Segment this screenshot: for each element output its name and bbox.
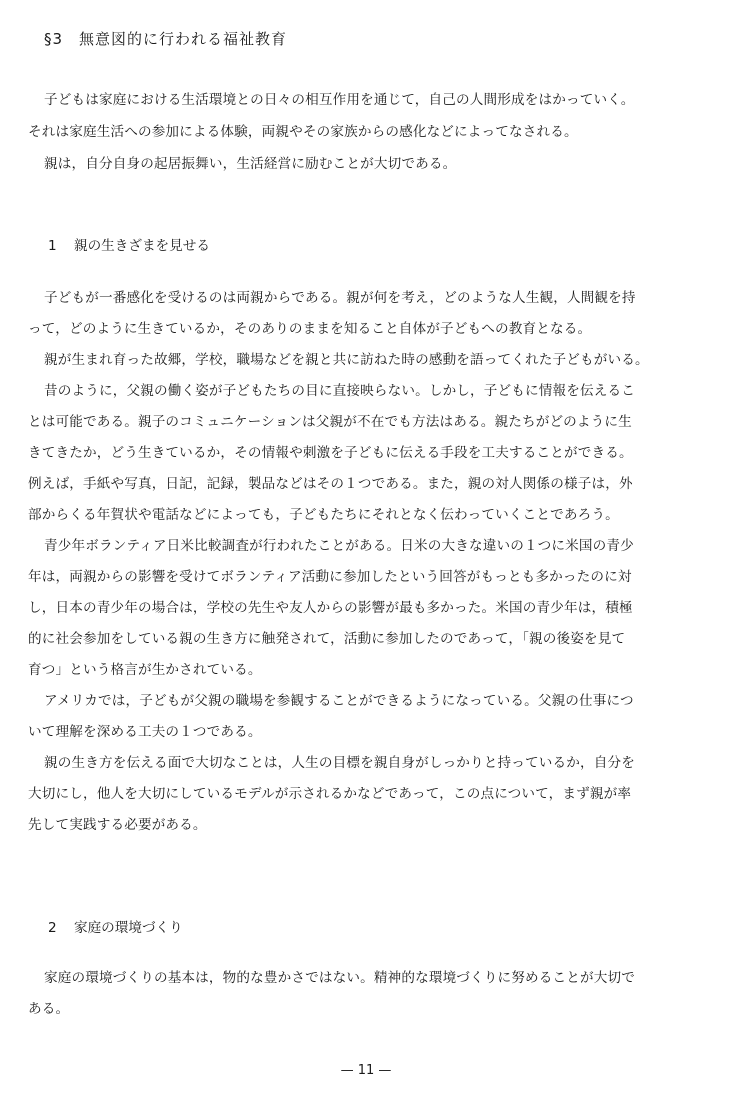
intro-line: 子どもは家庭における生活環境との日々の相互作用を通じて，自己の人間形成をはかっていく。 <box>44 92 635 108</box>
body-line: きてきたか，どう生きているか，その情報や刺激を子どもに伝える手段を工夫することができる。 <box>28 445 633 461</box>
subsection-number: 2 <box>48 920 57 936</box>
subsection-heading <box>48 236 210 256</box>
body-line: 昔のように，父親の働く姿が子どもたちの目に直接映らない。しかし，子どもに情報を伝えるこ <box>44 383 635 399</box>
body-line: いて理解を深める工夫の１つである。 <box>28 724 262 740</box>
body-line: 先して実践する必要がある。 <box>28 817 207 833</box>
body-line: 親の生き方を伝える面で大切なことは，人生の目標を親自身がしっかりと持っているか，自分を <box>44 755 635 771</box>
body-line: 的に社会参加をしている親の生き方に触発されて，活動に参加したのであって，「親の後姿を見て <box>28 631 626 647</box>
intro-line: それは家庭生活への参加による体験，両親やその家族からの感化などによってなされる。 <box>28 124 578 140</box>
body-line: し，日本の青少年の場合は，学校の先生や友人からの影響が最も多かった。米国の青少年は，積極 <box>28 600 633 616</box>
body-line: 青少年ボランティア日米比較調査が行われたことがある。日米の大きな違いの１つに米国の青少 <box>44 538 634 554</box>
subsection-number: 1 <box>48 238 57 254</box>
section-title-text: 無意図的に行われる福祉教育 <box>79 30 288 48</box>
body-line: 大切にし，他人を大切にしているモデルが示されるかなどであって，この点について，まず親が率 <box>28 786 632 802</box>
page-number: — 11 — <box>340 1063 392 1078</box>
body-line: とは可能である。親子のコミュニケーションは父親が不在でも方法はある。親たちがどのように生 <box>28 414 632 430</box>
section-number: §3 <box>44 30 64 48</box>
body-line: 例えば，手紙や写真，日記，記録，製品などはその１つである。また，親の対人関係の様子は，外 <box>28 476 633 492</box>
body-line: 子どもが一番感化を受けるのは両親からである。親が何を考え，どのような人生観，人間観を持 <box>44 290 636 306</box>
intro-line: 親は，自分自身の起居振舞い，生活経営に励むことが大切である。 <box>44 156 457 172</box>
body-line: 家庭の環境づくりの基本は，物的な豊かさではない。精神的な環境づくりに努めることが大切で <box>44 970 635 986</box>
body-line: 親が生まれ育った故郷，学校，職場などを親と共に訪ねた時の感動を語ってくれた子どもがいる。 <box>44 352 649 368</box>
subsection-title: 親の生きざまを見せる <box>74 238 210 254</box>
body-line: ある。 <box>28 1001 70 1017</box>
body-line: アメリカでは，子どもが父親の職場を参観することができるようになっている。父親の仕事につ <box>44 693 634 709</box>
body-line: 部からくる年賀状や電話などによっても，子どもたちにそれとなく伝わっていくことであろう。 <box>28 507 619 523</box>
body-line: って，どのように生きているか，そのありのままを知ること自体が子どもへの教育となる。 <box>28 321 592 337</box>
body-line: 育つ」という格言が生かされている。 <box>28 662 262 678</box>
subsection-title: 家庭の環境づくり <box>74 920 183 936</box>
section-title <box>44 28 287 50</box>
body-line: 年は，両親からの影響を受けてボランティア活動に参加したという回答がもっとも多かったのに対 <box>28 569 632 585</box>
subsection-heading <box>48 918 183 938</box>
